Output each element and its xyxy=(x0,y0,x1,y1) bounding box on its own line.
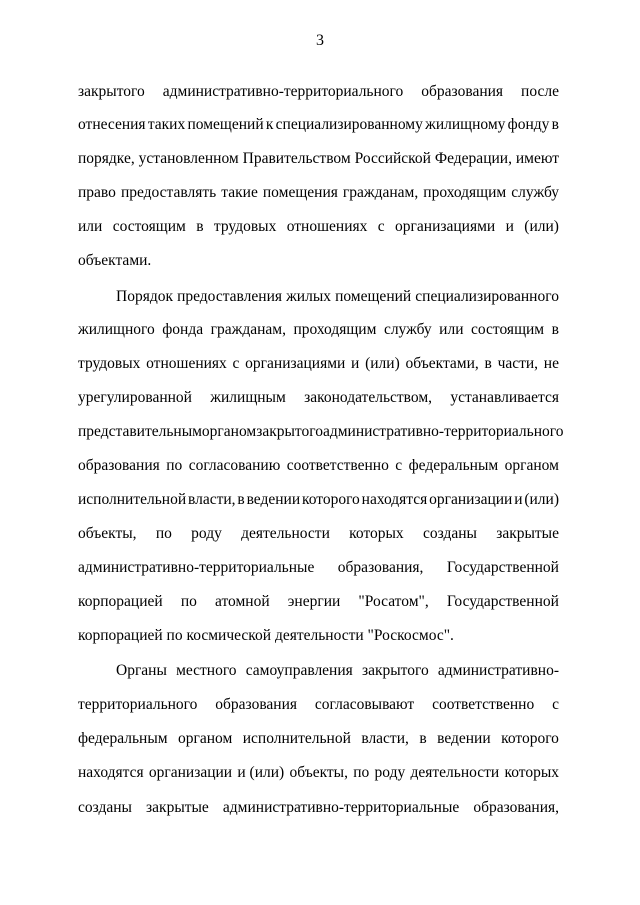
word: службу xyxy=(511,184,559,201)
word: по xyxy=(180,593,197,610)
word: организации xyxy=(148,764,233,781)
word: территориального xyxy=(78,696,198,713)
text-line: объектами. xyxy=(78,252,152,269)
word: закрытые xyxy=(146,799,209,816)
word: такие xyxy=(221,184,258,201)
text-line xyxy=(78,798,559,818)
word: федеральным xyxy=(408,457,499,474)
word: в xyxy=(419,730,427,747)
word: помещений xyxy=(335,288,412,305)
word: энергии xyxy=(287,593,341,610)
word: административно- xyxy=(437,662,559,679)
word: и (или) xyxy=(237,764,285,781)
word: согласовывают xyxy=(314,696,415,713)
word: Федерации, xyxy=(434,150,512,167)
word: органом xyxy=(178,730,233,747)
word: организации xyxy=(429,491,513,508)
word: образования, xyxy=(473,799,559,816)
text-line: корпорацией по космической деятельности "Роскосмос". xyxy=(78,627,454,644)
word: помещений xyxy=(187,116,264,133)
text-line xyxy=(78,763,559,783)
word: (или) xyxy=(365,355,400,372)
text-line xyxy=(78,524,559,544)
word: находятся xyxy=(361,491,428,508)
word: устанавливается xyxy=(450,389,559,406)
word: Российской xyxy=(354,150,431,167)
word: закрытого xyxy=(361,662,429,679)
word: Правительством xyxy=(242,150,351,167)
word: с xyxy=(377,218,385,235)
text-line xyxy=(78,422,564,442)
word: по xyxy=(353,764,370,781)
word: соответственно xyxy=(286,457,389,474)
text-line xyxy=(116,661,559,681)
word: организациями xyxy=(395,218,496,235)
word: и xyxy=(505,218,514,235)
word: соответственно xyxy=(432,696,535,713)
word: органом xyxy=(504,457,559,474)
word: образования, xyxy=(337,559,424,576)
word: в xyxy=(237,491,245,508)
word: жилищному xyxy=(425,116,506,133)
word: фонда xyxy=(162,321,204,338)
word: ведении xyxy=(437,730,491,747)
word: Порядок xyxy=(116,288,173,305)
word: которого xyxy=(501,730,559,747)
word: находятся xyxy=(78,764,144,781)
word: с xyxy=(232,355,240,372)
word: к xyxy=(265,116,274,133)
word: Государственной xyxy=(446,559,559,576)
word: созданы xyxy=(422,525,477,542)
word: административно-территориальные xyxy=(78,559,315,576)
text-line xyxy=(78,354,559,374)
word: (или) xyxy=(524,218,559,235)
word: отнесения xyxy=(78,116,146,133)
text-line xyxy=(78,149,559,169)
word: специализированному xyxy=(275,116,423,133)
word: жилых xyxy=(286,288,331,305)
word: не xyxy=(543,355,559,372)
word: самоуправления xyxy=(245,662,353,679)
word: урегулированной xyxy=(78,389,192,406)
word: административно-территориального xyxy=(162,83,404,100)
word: органом xyxy=(201,423,257,440)
word: или xyxy=(439,321,464,338)
word: и xyxy=(514,491,523,508)
word: (или) xyxy=(524,491,559,508)
word: местного xyxy=(176,662,237,679)
word: образования xyxy=(215,696,298,713)
word: федеральным xyxy=(78,730,168,747)
text-line xyxy=(78,558,559,578)
page-number: 3 xyxy=(316,32,324,49)
word: исполнительной xyxy=(78,491,187,508)
text-line xyxy=(78,82,559,102)
word: специализированного xyxy=(415,288,559,305)
word: закрытого xyxy=(78,83,145,100)
word: в xyxy=(551,321,559,338)
word: гражданам, xyxy=(342,184,419,201)
word: части, xyxy=(497,355,539,372)
word: Органы xyxy=(116,662,167,679)
word: созданы xyxy=(78,799,132,816)
word: корпорацией xyxy=(78,593,163,610)
word: право xyxy=(78,184,116,201)
word: трудовых xyxy=(78,355,141,372)
word: таких xyxy=(147,116,186,133)
word: объектами, xyxy=(405,355,479,372)
word: которого xyxy=(301,491,360,508)
word: порядке, xyxy=(78,150,135,167)
word: предоставления xyxy=(177,288,282,305)
word: или xyxy=(78,218,103,235)
word: административно-территориального xyxy=(322,423,564,440)
word: отношениях xyxy=(146,355,227,372)
word: организациями xyxy=(245,355,346,372)
word: в xyxy=(551,116,559,133)
text-line xyxy=(78,490,559,510)
word: в xyxy=(196,218,204,235)
word: "Росатом", xyxy=(358,593,429,610)
word: трудовых xyxy=(213,218,277,235)
word: деятельности xyxy=(410,764,500,781)
text-line xyxy=(78,388,559,408)
word: жилищного xyxy=(78,321,155,338)
word: после xyxy=(521,83,559,100)
text-line xyxy=(78,217,559,237)
word: которых xyxy=(349,525,404,542)
word: власти, xyxy=(361,730,409,747)
word: помещения xyxy=(262,184,338,201)
word: образования xyxy=(78,457,160,474)
word: атомной xyxy=(214,593,270,610)
word: гражданам, xyxy=(210,321,286,338)
word: проходящим xyxy=(293,321,377,338)
word: в xyxy=(484,355,492,372)
word: Государственной xyxy=(446,593,559,610)
word: ведении xyxy=(246,491,301,508)
word: предоставлять xyxy=(120,184,217,201)
text-line xyxy=(78,456,559,476)
word: жилищным xyxy=(210,389,286,406)
word: закрытые xyxy=(496,525,559,542)
text-line xyxy=(78,320,559,340)
word: с xyxy=(552,696,559,713)
word: представительным xyxy=(78,423,202,440)
word: административно-территориальные xyxy=(222,799,460,816)
word: которых xyxy=(504,764,559,781)
word: исполнительной xyxy=(242,730,351,747)
word: установленном xyxy=(138,150,239,167)
word: роду xyxy=(374,764,406,781)
word: проходящим xyxy=(423,184,507,201)
word: деятельности xyxy=(241,525,330,542)
word: состоящим xyxy=(112,218,186,235)
text-line xyxy=(78,592,559,612)
word: по xyxy=(166,457,183,474)
word: образования xyxy=(421,83,504,100)
text-line xyxy=(78,183,559,203)
word: состоящим xyxy=(471,321,545,338)
word: фонду xyxy=(507,116,550,133)
word: объекты, xyxy=(289,764,348,781)
word: власти, xyxy=(187,491,236,508)
word: законодательством, xyxy=(304,389,433,406)
word: отношениях xyxy=(286,218,368,235)
word: закрытого xyxy=(256,423,323,440)
word: службу xyxy=(383,321,432,338)
text-line xyxy=(78,729,559,749)
word: с xyxy=(395,457,403,474)
word: и xyxy=(351,355,360,372)
word: имеют xyxy=(515,150,559,167)
word: по xyxy=(155,525,172,542)
word: согласованию xyxy=(188,457,281,474)
word: роду xyxy=(191,525,222,542)
text-line xyxy=(116,287,559,307)
word: объекты, xyxy=(78,525,137,542)
text-line xyxy=(78,115,559,135)
text-line xyxy=(78,695,559,715)
